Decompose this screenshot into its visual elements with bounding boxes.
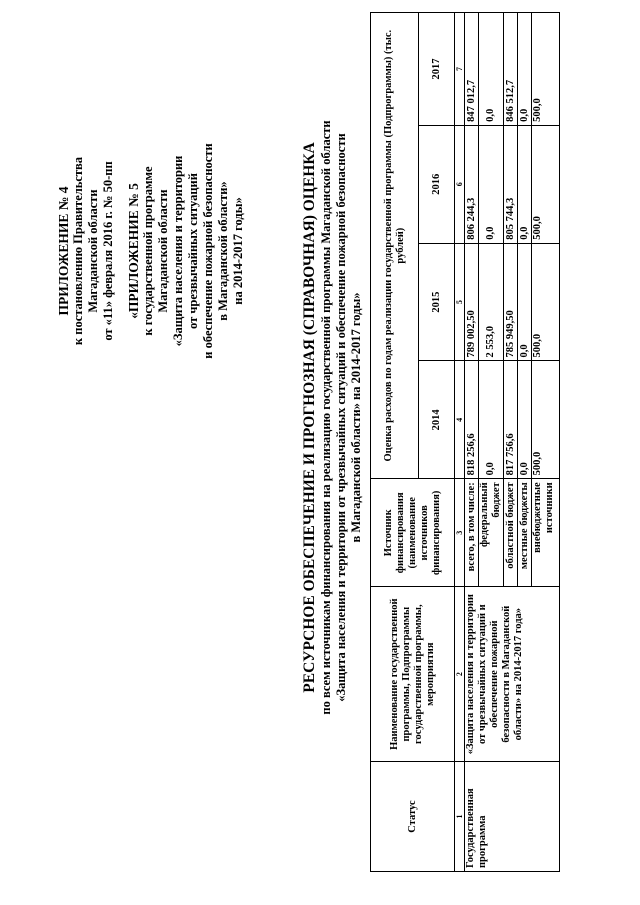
appendix-line: и обеспечение пожарной безопасности [201, 143, 215, 359]
document-subtitle: «Защита населения и территории от чрезвычайных ситуаций и обеспечение пожарной безопасности [334, 133, 348, 702]
value-cell: 805 744,3 [504, 125, 518, 243]
value-cell: 0,0 [479, 361, 504, 479]
document-title: РЕСУРСНОЕ ОБЕСПЕЧЕНИЕ И ПРОГНОЗНАЯ (СПРАВОЧНАЯ) ОЦЕНКА [301, 142, 318, 693]
value-cell: 500,0 [532, 125, 560, 243]
document-heading [300, 40, 364, 795]
document-subtitle: по всем источникам финансирования на реализацию государственной программы Магаданской области [319, 120, 333, 715]
header-year: 2014 [419, 361, 455, 479]
value-cell: 2 553,0 [479, 243, 504, 361]
header-year: 2016 [419, 125, 455, 243]
appendix-line: от чрезвычайных ситуаций [186, 173, 200, 329]
column-number: 3 [455, 479, 465, 587]
value-cell: 785 949,50 [504, 243, 518, 361]
value-cell: 806 244,3 [465, 125, 479, 243]
column-number: 1 [455, 762, 465, 872]
appendix-line: к государственной программе [141, 166, 155, 336]
value-cell: 0,0 [479, 13, 504, 126]
header-name: Наименование государственной программы, Подпрограммы государственной программы, мероприятия [371, 587, 455, 762]
column-number: 5 [455, 243, 465, 361]
status-cell: Государственная программа [465, 762, 560, 872]
header-year: 2015 [419, 243, 455, 361]
value-cell: 500,0 [532, 361, 560, 479]
appendix-block [56, 96, 246, 406]
appendix-title: ПРИЛОЖЕНИЕ № 4 [56, 186, 71, 316]
value-cell: 847 012,7 [465, 13, 479, 126]
source-cell: всего, в том числе: [465, 479, 479, 587]
table-row [465, 13, 479, 872]
appendix-line: Магаданской области [86, 189, 100, 313]
value-cell: 0,0 [518, 243, 532, 361]
value-cell: 0,0 [518, 361, 532, 479]
value-cell: 500,0 [532, 13, 560, 126]
value-cell: 0,0 [518, 125, 532, 243]
value-cell: 0,0 [479, 125, 504, 243]
column-number: 2 [455, 587, 465, 762]
column-number: 4 [455, 361, 465, 479]
value-cell: 500,0 [532, 243, 560, 361]
value-cell: 846 512,7 [504, 13, 518, 126]
source-cell: внебюджетные источники [532, 479, 560, 587]
header-source: Источник финансирования (наименование источников финансирования) [371, 479, 455, 587]
appendix-title-2: «ПРИЛОЖЕНИЕ № 5 [126, 183, 141, 319]
header-status: Статус [371, 762, 455, 872]
appendix-line: Магаданской области [156, 189, 170, 313]
column-number: 6 [455, 125, 465, 243]
resource-table [370, 12, 560, 872]
value-cell: 818 256,6 [465, 361, 479, 479]
document-subtitle: в Магаданской области» на 2014-2017 годы» [349, 292, 363, 543]
value-cell: 817 756,6 [504, 361, 518, 479]
appendix-line: в Магаданской области» [216, 181, 230, 321]
source-cell: местные бюджеты [518, 479, 532, 587]
appendix-line: на 2014-2017 годы» [231, 197, 245, 305]
header-estimate: Оценка расходов по годам реализации государственной программы (Подпрограммы) (тыс. рублей) [371, 13, 419, 479]
value-cell: 789 002,50 [465, 243, 479, 361]
appendix-line: к постановлению Правительства [71, 156, 85, 346]
appendix-line: от «11» февраля 2016 г. № 50-пп [101, 161, 115, 341]
program-name-cell: «Защита населения и территории от чрезвычайных ситуаций и обеспечение пожарной безопасности в Магаданской области» на 2014-2017 года» [465, 587, 560, 762]
column-number: 7 [455, 13, 465, 126]
source-cell: областной бюджет [504, 479, 518, 587]
source-cell: федеральный бюджет [479, 479, 504, 587]
header-year: 2017 [419, 13, 455, 126]
appendix-line: «Защита населения и территории [171, 155, 185, 347]
value-cell: 0,0 [518, 13, 532, 126]
